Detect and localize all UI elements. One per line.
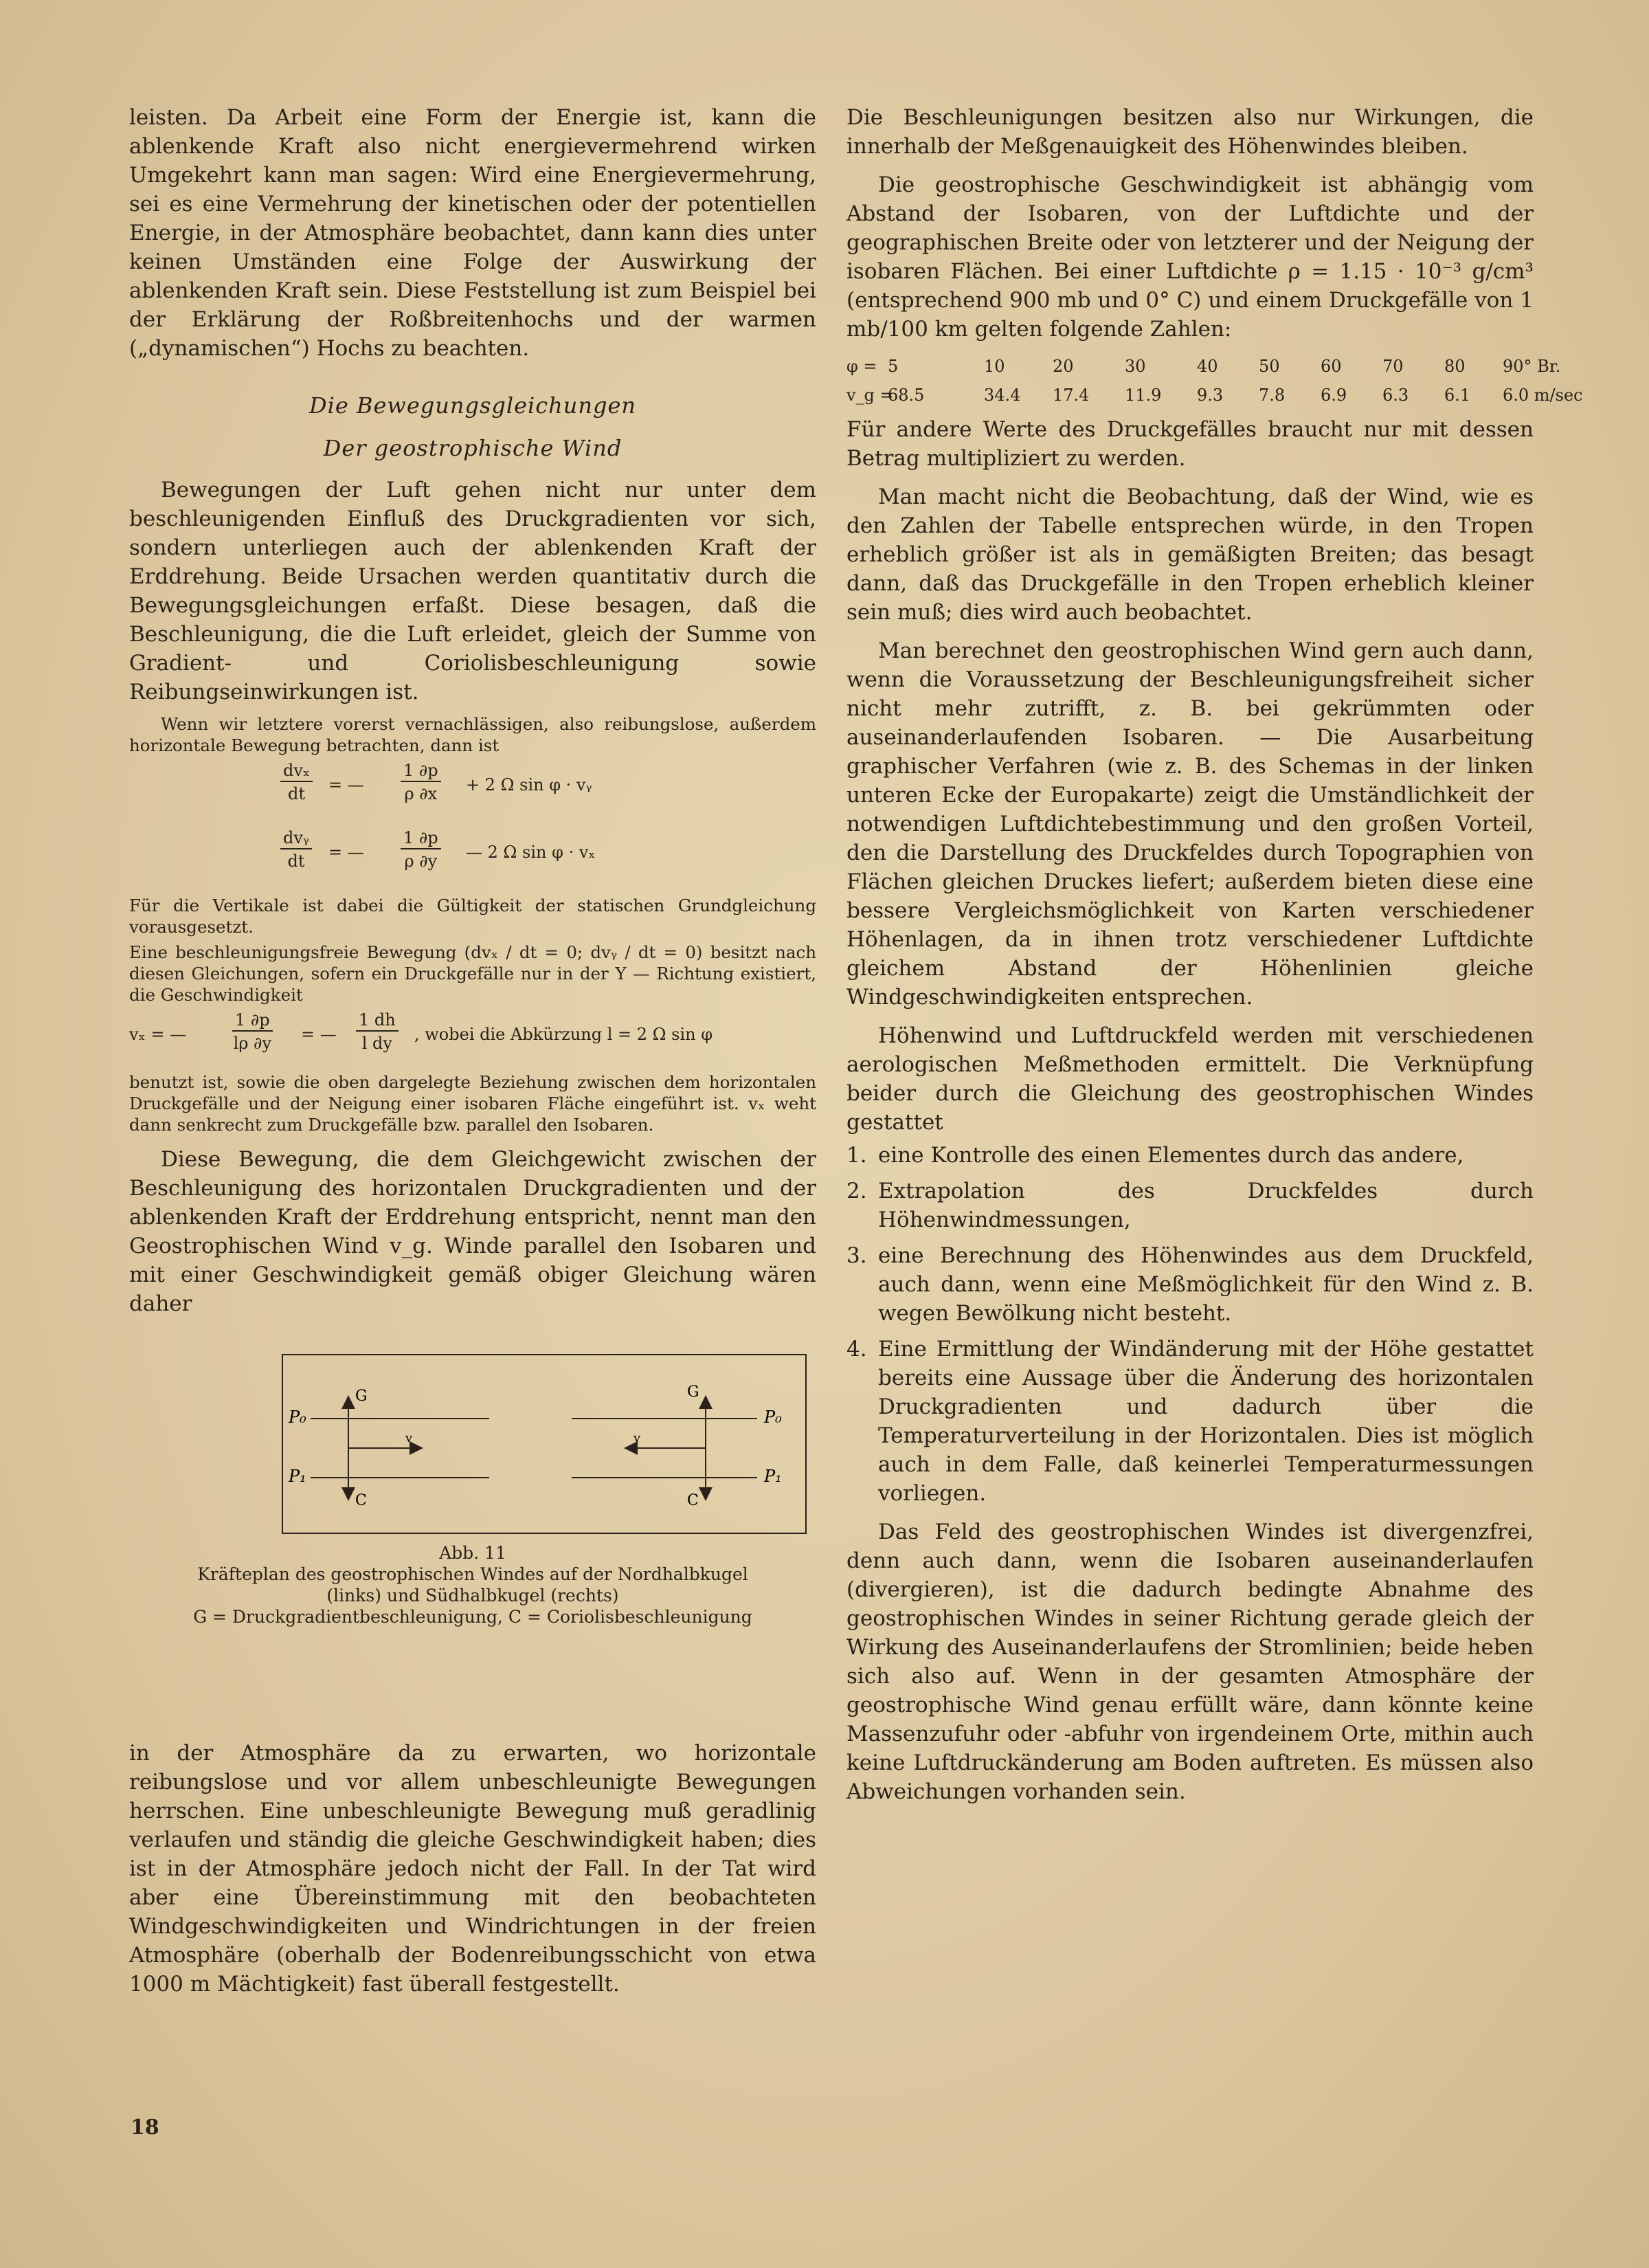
caption-line: Kräfteplan des geostrophischen Windes auf der Nordhalbkugel bbox=[197, 1564, 748, 1584]
equation-geostrophic: vₓ = — $\frac{1 \partial p}{l\rho \partial y}$ = — $\frac{1 dh}{\text{l dy}}$ , wobei die Abkürzung l = 2 Ω sin φ bbox=[129, 1010, 816, 1067]
label-g-right: G bbox=[687, 1383, 699, 1401]
label-p0-left: P₀ bbox=[289, 1408, 306, 1427]
table-row-speed bbox=[846, 381, 1583, 410]
table-cell: 90° Br. bbox=[1503, 357, 1561, 376]
right-column bbox=[846, 103, 1583, 1806]
small-paragraph: Wenn wir letztere vorerst vernachlässigen, also reibungslose, außerdem horizontale Bewegung betrachten, dann ist bbox=[129, 714, 816, 755]
section-heading: Die Bewegungsgleichungen bbox=[309, 392, 637, 419]
table-cell: 10 bbox=[984, 357, 1005, 376]
label-p1-left: P₁ bbox=[289, 1467, 306, 1486]
table-cell: 7.8 bbox=[1259, 386, 1286, 405]
figure-frame bbox=[282, 1354, 807, 1534]
table-cell: 6.0 m/sec bbox=[1503, 386, 1583, 405]
numbered-list bbox=[846, 1141, 1534, 1508]
label-c-left: C bbox=[355, 1492, 367, 1509]
small-paragraph: Für die Vertikale ist dabei die Gültigkeit der statischen Grundgleichung vorausgesetzt. bbox=[129, 896, 816, 937]
table-cell: 60 bbox=[1321, 357, 1342, 376]
paragraph: Für andere Werte des Druckgefälles braucht nur mit dessen Betrag multipliziert zu werden. bbox=[846, 417, 1534, 471]
list-item bbox=[846, 1335, 1534, 1508]
table-cell: 6.9 bbox=[1321, 386, 1347, 405]
fraction: $\frac{1 \partial p}{l\rho \partial y}$ bbox=[233, 1010, 272, 1053]
table-cell: 50 bbox=[1259, 357, 1280, 376]
row-label: v_g = bbox=[846, 386, 894, 405]
list-number: 2. bbox=[846, 1179, 867, 1203]
table-row-latitude bbox=[846, 352, 1561, 381]
paragraph: Höhenwind und Luftdruckfeld werden mit verschiedenen aerologischen Meßmethoden ermittelt. Die Verknüpfung beider durch die Gleichung des geostrophischen Windes gestattet bbox=[846, 1023, 1534, 1135]
equation-y: dvᵧ dt = — $\frac{1 \partial p}{\rho \partial y}$ — 2 Ω sin φ · vₓ bbox=[129, 827, 816, 891]
list-item bbox=[846, 1141, 1534, 1170]
paragraph: Die geostrophische Geschwindigkeit ist abhängig vom Abstand der Isobaren, von der Luftdichte und der geographischen Breite oder von letzterer und der Neigung der isobaren Flächen. Bei einer Luftdichte ρ = 1.15 · 10⁻³ g/cm³ (entsprechend 900 mb und 0° C) und einem Druckgefälle von 1 mb/100 km gelten folgende Zahlen: bbox=[846, 173, 1534, 342]
table-cell: 9.3 bbox=[1197, 386, 1224, 405]
table-cell: 11.9 bbox=[1125, 386, 1162, 405]
paragraph: Man berechnet den geostrophischen Wind gern auch dann, wenn die Voraussetzung der Beschleunigungsfreiheit sicher nicht mehr zutrifft, z. B. bei gekrümmten oder auseinanderlaufenden Isobaren. — Die Ausarbeitung graphischer Verfahren (wie z. B. des Schemas in der linken unteren Ecke der Europakarte) zeigt die Umständlichkeit der notwendigen Luftdichtebestimmung und den großen Vorteil, den die Darstellung des Druckfeldes durch Topographien von Flächen gleichen Druckes liefert; außerdem bieten diese eine bessere Vergleichsmöglichkeit von Karten verschiedener Höhenlagen, da in ihnen trotz verschiedener Luftdichte gleichem Abstand der Höhenlinien gleiche Windgeschwindigkeiten entsprechen. bbox=[846, 638, 1534, 1010]
paragraph: Das Feld des geostrophischen Windes ist divergenzfrei, denn auch dann, wenn die Isobaren auseinanderlaufen (divergieren), ist die dadurch bedingte Abnahme des geostrophischen Windes in seiner Richtung gerade gleich der Wirkung des Auseinanderlaufens der Stromlinien; beide heben sich also auf. Wenn in der gesamten Atmosphäre der geostrophische Wind genau erfüllt wäre, dann könnte keine Massenzufuhr oder -abfuhr von irgendeinem Orte, mithin auch keine Luftdruckänderung am Boden auftreten. Es müssen also Abweichungen vorhanden sein. bbox=[846, 1520, 1534, 1804]
table-cell: 80 bbox=[1444, 357, 1466, 376]
label-c-right: C bbox=[687, 1492, 699, 1509]
table-cell: 6.1 bbox=[1444, 386, 1471, 405]
fraction: dvᵧ dt bbox=[280, 827, 312, 873]
wind-speed-table bbox=[846, 352, 1583, 410]
fraction: $\frac{1 dh}{\text{l dy}}$ bbox=[356, 1010, 399, 1055]
caption-title: Abb. 11 bbox=[439, 1543, 506, 1563]
table-cell: 5 bbox=[888, 357, 899, 376]
caption-line: G = Druckgradientbeschleunigung, C = Coriolisbeschleunigung bbox=[193, 1607, 752, 1627]
small-paragraph: Eine beschleunigungsfreie Bewegung (dvₓ / dt = 0; dvᵧ / dt = 0) besitzt nach diesen Gleichungen, sofern ein Druckgefälle nur in der Y — Richtung existiert, die Geschwindigkeit bbox=[129, 942, 816, 1005]
table-cell: 20 bbox=[1053, 357, 1074, 376]
list-text: Eine Ermittlung der Windänderung mit der Höhe gestattet bereits eine Aussage über die Änderung des horizontalen Druckgradienten und dadurch über die Temperaturverteilung in der Horizontalen. Dies ist möglich auch in dem Falle, daß keinerlei Temperaturmessungen vorliegen. bbox=[878, 1337, 1534, 1506]
list-number: 4. bbox=[846, 1337, 867, 1361]
fraction: $\frac{1 \partial p}{\rho \partial y}$ bbox=[401, 827, 441, 873]
label-v-right: v bbox=[633, 1431, 641, 1445]
table-cell: 17.4 bbox=[1053, 386, 1090, 405]
table-cell: 30 bbox=[1125, 357, 1146, 376]
list-text: eine Berechnung des Höhenwindes aus dem Druckfeld, auch dann, wenn eine Meßmöglichkeit für den Wind z. B. wegen Bewölkung nicht besteht. bbox=[878, 1243, 1534, 1326]
table-cell: 40 bbox=[1197, 357, 1218, 376]
subsection-heading: Der geostrophische Wind bbox=[323, 435, 622, 461]
figure-caption bbox=[129, 1542, 816, 1627]
list-number: 3. bbox=[846, 1243, 867, 1268]
table-cell: 6.3 bbox=[1382, 386, 1409, 405]
label-g-left: G bbox=[355, 1388, 368, 1405]
paragraph: leisten. Da Arbeit eine Form der Energie ist, kann die ablenkende Kraft also nicht energievermehrend wirken Umgekehrt kann man sagen: Wird eine Energievermehrung, sei es eine Vermehrung der kinetischen oder der potentiellen Energie, in der Atmosphäre beobachtet, dann kann dies unter keinen Umständen eine Folge der Auswirkung der ablenkenden Kraft sein. Diese Feststellung ist zum Beispiel bei der Erklärung der Roßbreitenhochs und der warmen („dynamischen“) Hochs zu beachten. bbox=[129, 105, 816, 361]
fraction: dvₓ dt bbox=[280, 760, 313, 805]
row-label: φ = bbox=[846, 357, 877, 376]
small-paragraph: benutzt ist, sowie die oben dargelegte Beziehung zwischen dem horizontalen Druckgefälle und der Neigung einer isobaren Fläche eingeführt ist. vₓ weht dann senkrecht zum Druckgefälle bzw. parallel den Isobaren. bbox=[129, 1072, 816, 1135]
label-p0-right: P₀ bbox=[764, 1408, 782, 1427]
list-number: 1. bbox=[846, 1143, 867, 1168]
list-item bbox=[846, 1177, 1534, 1234]
left-column bbox=[129, 103, 816, 1999]
table-cell: 34.4 bbox=[984, 386, 1021, 405]
paragraph: Bewegungen der Luft gehen nicht nur unter dem beschleunigenden Einfluß des Druckgradienten vor sich, sondern unterliegen auch der ablenkenden Kraft der Erddrehung. Beide Ursachen werden quantitativ durch die Bewegungsgleichungen erfaßt. Diese besagen, daß die Beschleunigung, die die Luft erleidet, gleich der Summe von Gradient- und Coriolisbeschleunigung sowie Reibungseinwirkungen ist. bbox=[129, 478, 816, 704]
list-text: Extrapolation des Druckfeldes durch Höhenwindmessungen, bbox=[878, 1179, 1534, 1232]
caption-line: (links) und Südhalbkugel (rechts) bbox=[326, 1586, 619, 1605]
force-diagram bbox=[283, 1355, 805, 1533]
equation-x: dvₓ dt = — $\frac{1 \partial p}{\rho \partial x}$ + 2 Ω sin φ · vᵧ bbox=[129, 760, 816, 823]
figure-abb-11 bbox=[129, 1354, 816, 1739]
list-item bbox=[846, 1241, 1534, 1328]
fraction: $\frac{1 \partial p}{\rho \partial x}$ bbox=[401, 760, 441, 805]
paragraph: Man macht nicht die Beobachtung, daß der Wind, wie es den Zahlen der Tabelle entsprechen würde, in den Tropen erheblich größer ist als in gemäßigten Breiten; das besagt dann, daß das Druckgefälle in den Tropen erheblich kleiner sein muß; dies wird auch beobachtet. bbox=[846, 485, 1534, 625]
label-v-left: v bbox=[405, 1431, 413, 1445]
table-cell: 70 bbox=[1382, 357, 1404, 376]
paragraph: Diese Bewegung, die dem Gleichgewicht zwischen der Beschleunigung des horizontalen Druckgradienten und der ablenkenden Kraft der Erddrehung entspricht, nennt man den Geostrophischen Wind v_g. Winde parallel den Isobaren und mit einer Geschwindigkeit gemäß obiger Gleichung wären daher bbox=[129, 1147, 816, 1316]
table-cell: 68.5 bbox=[888, 386, 925, 405]
list-text: eine Kontrolle des einen Elementes durch das andere, bbox=[878, 1143, 1464, 1168]
paragraph: in der Atmosphäre da zu erwarten, wo horizontale reibungslose und vor allem unbeschleunigte Bewegungen herrschen. Eine unbeschleunigte Bewegung muß geradlinig verlaufen und ständig die gleiche Geschwindigkeit haben; dies ist in der Atmosphäre jedoch nicht der Fall. In der Tat wird aber eine Übereinstimmung mit den beobachteten Windgeschwindigkeiten und Windrichtungen in der freien Atmosphäre (oberhalb der Bodenreibungsschicht von etwa 1000 m Mächtigkeit) fast überall festgestellt. bbox=[129, 1741, 816, 1997]
page-number: 18 bbox=[131, 2115, 159, 2139]
label-p1-right: P₁ bbox=[764, 1467, 782, 1486]
paragraph: Die Beschleunigungen besitzen also nur Wirkungen, die innerhalb der Meßgenauigkeit des Höhenwindes bleiben. bbox=[846, 105, 1534, 159]
